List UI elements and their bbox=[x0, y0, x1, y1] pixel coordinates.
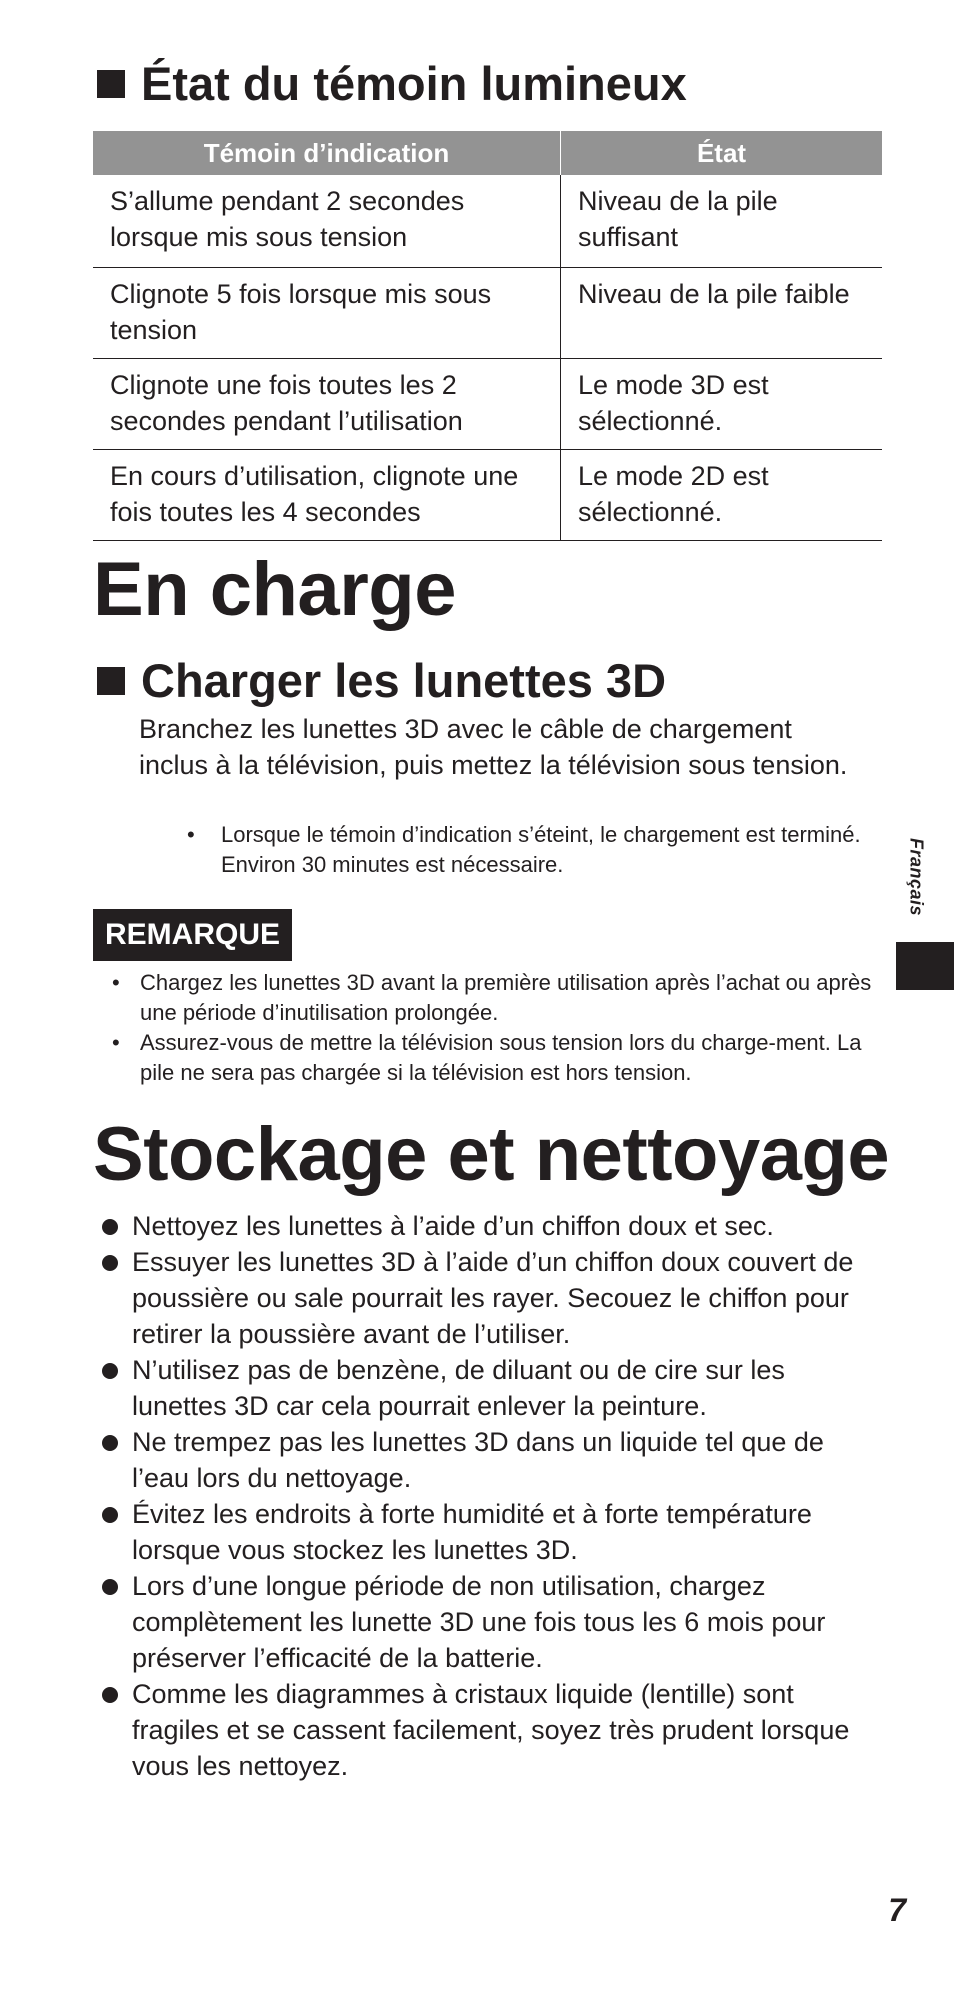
table-cell-indicator: Clignote une fois toutes les 2 secondes pendant l’utilisation bbox=[93, 359, 561, 450]
remark-item-text: Assurez-vous de mettre la télévision sous tension lors du charge-ment. La pile ne sera pas chargée si la télévision est hors tension. bbox=[140, 1030, 862, 1085]
bullet-mark: • bbox=[112, 1030, 120, 1055]
list-item-text: Lors d’une longue période de non utilisation, chargez complètement les lunette 3D une fois tous les 6 mois pour préserver l’efficacité de la batterie. bbox=[132, 1571, 826, 1673]
table-cell-indicator: S’allume pendant 2 secondes lorsque mis sous tension bbox=[93, 175, 561, 268]
list-item-text: Ne trempez pas les lunettes 3D dans un liquide tel que de l’eau lors du nettoyage. bbox=[132, 1427, 824, 1493]
table-row bbox=[93, 175, 882, 268]
language-tab bbox=[896, 822, 936, 932]
table-cell-state: Niveau de la pile faible bbox=[561, 268, 883, 359]
indicator-table bbox=[93, 131, 882, 541]
page-number: 7 bbox=[888, 1892, 906, 1928]
list-item-text: Évitez les endroits à forte humidité et à forte température lorsque vous stockez les lunettes 3D. bbox=[132, 1499, 812, 1565]
list-item-text: Comme les diagrammes à cristaux liquide (lentille) sont fragiles et se cassent facilement, soyez très prudent lorsque vous les nettoyez. bbox=[132, 1679, 850, 1781]
list-item-text: N’utilisez pas de benzène, de diluant ou de cire sur les lunettes 3D car cela pourrait enlever la peinture. bbox=[132, 1355, 785, 1421]
table-cell-state: Le mode 2D est sélectionné. bbox=[561, 450, 883, 541]
remark-item-text: Chargez les lunettes 3D avant la première utilisation après l’achat ou après une période d’inutilisation prolongée. bbox=[140, 970, 872, 1025]
square-bullet-icon bbox=[97, 667, 125, 695]
indicator-heading-text: État du témoin lumineux bbox=[141, 57, 687, 110]
table-row bbox=[93, 450, 882, 541]
indicator-section-heading bbox=[97, 56, 687, 112]
charging-subheading bbox=[97, 653, 666, 709]
bullet-mark: • bbox=[187, 822, 195, 847]
table-header-row bbox=[93, 131, 882, 175]
list-item bbox=[98, 1676, 878, 1784]
bullet-dot-icon bbox=[102, 1507, 118, 1523]
storage-list bbox=[98, 1208, 878, 1784]
square-bullet-icon bbox=[97, 70, 125, 98]
bullet-dot-icon bbox=[102, 1219, 118, 1235]
table-cell-indicator: Clignote 5 fois lorsque mis sous tension bbox=[93, 268, 561, 359]
table-row bbox=[93, 268, 882, 359]
remark-item bbox=[112, 968, 872, 1028]
remark-label: REMARQUE bbox=[93, 909, 292, 961]
table-row bbox=[93, 359, 882, 450]
bullet-dot-icon bbox=[102, 1363, 118, 1379]
bullet-mark: • bbox=[112, 970, 120, 995]
table-header-indicator: Témoin d’indication bbox=[93, 131, 561, 175]
bullet-dot-icon bbox=[102, 1687, 118, 1703]
charging-title: En charge bbox=[93, 547, 456, 632]
language-tab-marker bbox=[896, 942, 954, 990]
charging-note bbox=[187, 820, 891, 880]
remark-item bbox=[112, 1028, 872, 1088]
table-header-state: État bbox=[561, 131, 883, 175]
list-item bbox=[98, 1352, 878, 1424]
list-item bbox=[98, 1496, 878, 1568]
table-cell-state: Le mode 3D est sélectionné. bbox=[561, 359, 883, 450]
list-item-text: Essuyer les lunettes 3D à l’aide d’un chiffon doux couvert de poussière ou sale pourrait les rayer. Secouez le chiffon pour retirer la poussière avant de l’utiliser. bbox=[132, 1247, 854, 1349]
list-item bbox=[98, 1244, 878, 1352]
charging-note-text: Lorsque le témoin d’indication s’éteint, le chargement est terminé. Environ 30 minutes est nécessaire. bbox=[221, 822, 861, 877]
charging-paragraph: Branchez les lunettes 3D avec le câble de chargement inclus à la télévision, puis mettez la télévision sous tension. bbox=[139, 714, 848, 780]
table-cell-state: Niveau de la pile suffisant bbox=[561, 175, 883, 268]
table-cell-indicator: En cours d’utilisation, clignote une fois toutes les 4 secondes bbox=[93, 450, 561, 541]
list-item-text: Nettoyez les lunettes à l’aide d’un chiffon doux et sec. bbox=[132, 1211, 774, 1241]
list-item bbox=[98, 1208, 878, 1244]
bullet-dot-icon bbox=[102, 1255, 118, 1271]
bullet-dot-icon bbox=[102, 1579, 118, 1595]
language-tab-text: Français bbox=[906, 837, 927, 917]
remark-list bbox=[112, 968, 872, 1088]
list-item bbox=[98, 1568, 878, 1676]
bullet-dot-icon bbox=[102, 1435, 118, 1451]
charging-subheading-text: Charger les lunettes 3D bbox=[141, 654, 667, 707]
storage-title: Stockage et nettoyage bbox=[93, 1112, 890, 1197]
list-item bbox=[98, 1424, 878, 1496]
